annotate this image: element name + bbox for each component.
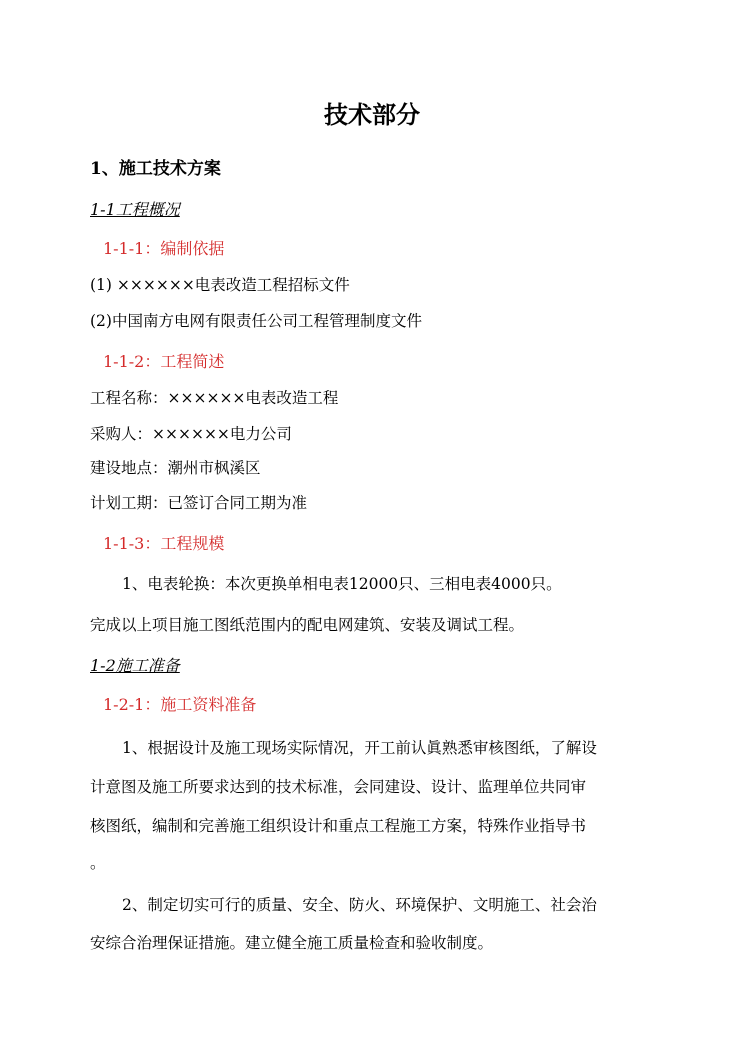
para2-line-1: 2、制定切实可行的质量、安全、防火、环境保护、文明施工、社会治 <box>122 896 597 914</box>
page-title: 技术部分 <box>324 100 420 129</box>
summary-item-3: 建设地点：潮州市枫溪区 <box>90 459 261 477</box>
subsection-heading-1-2: 1-2施工准备 <box>90 656 180 675</box>
basis-item-1: (1) ××××××电表改造工程招标文件 <box>90 276 350 294</box>
para1-line-4: 。 <box>90 854 106 872</box>
para2-line-2: 安综合治理保证措施。建立健全施工质量检查和验收制度。 <box>90 934 494 952</box>
heading-1-1-3: 1-1-3：工程规模 <box>103 534 225 553</box>
summary-item-1: 工程名称：××××××电表改造工程 <box>90 389 339 407</box>
summary-item-4: 计划工期：已签订合同工期为准 <box>90 494 308 512</box>
para1-line-3: 核图纸，编制和完善施工组织设计和重点工程施工方案，特殊作业指导书 <box>90 817 587 835</box>
heading-1-1-2: 1-1-2：工程简述 <box>103 352 225 371</box>
heading-1-2-1: 1-2-1：施工资料准备 <box>103 695 257 714</box>
scale-item-2: 完成以上项目施工图纸范围内的配电网建筑、安装及调试工程。 <box>90 616 525 634</box>
para1-line-2: 计意图及施工所要求达到的技术标准，会同建设、设计、监理单位共同审 <box>90 778 587 796</box>
scale-item-1: 1、电表轮换：本次更换单相电表12000只、三相电表4000只。 <box>122 575 562 593</box>
subsection-heading-1-1: 1-1工程概况 <box>90 200 180 219</box>
para1-line-1: 1、根据设计及施工现场实际情况，开工前认眞熟悉审核图纸，了解设 <box>122 739 597 757</box>
heading-1-1-1: 1-1-1：编制依据 <box>103 239 225 258</box>
basis-item-2: (2)中国南方电网有限责任公司工程管理制度文件 <box>90 312 422 330</box>
section-heading-1: 1、施工技术方案 <box>90 159 221 179</box>
summary-item-2: 采购人：××××××电力公司 <box>90 425 292 443</box>
